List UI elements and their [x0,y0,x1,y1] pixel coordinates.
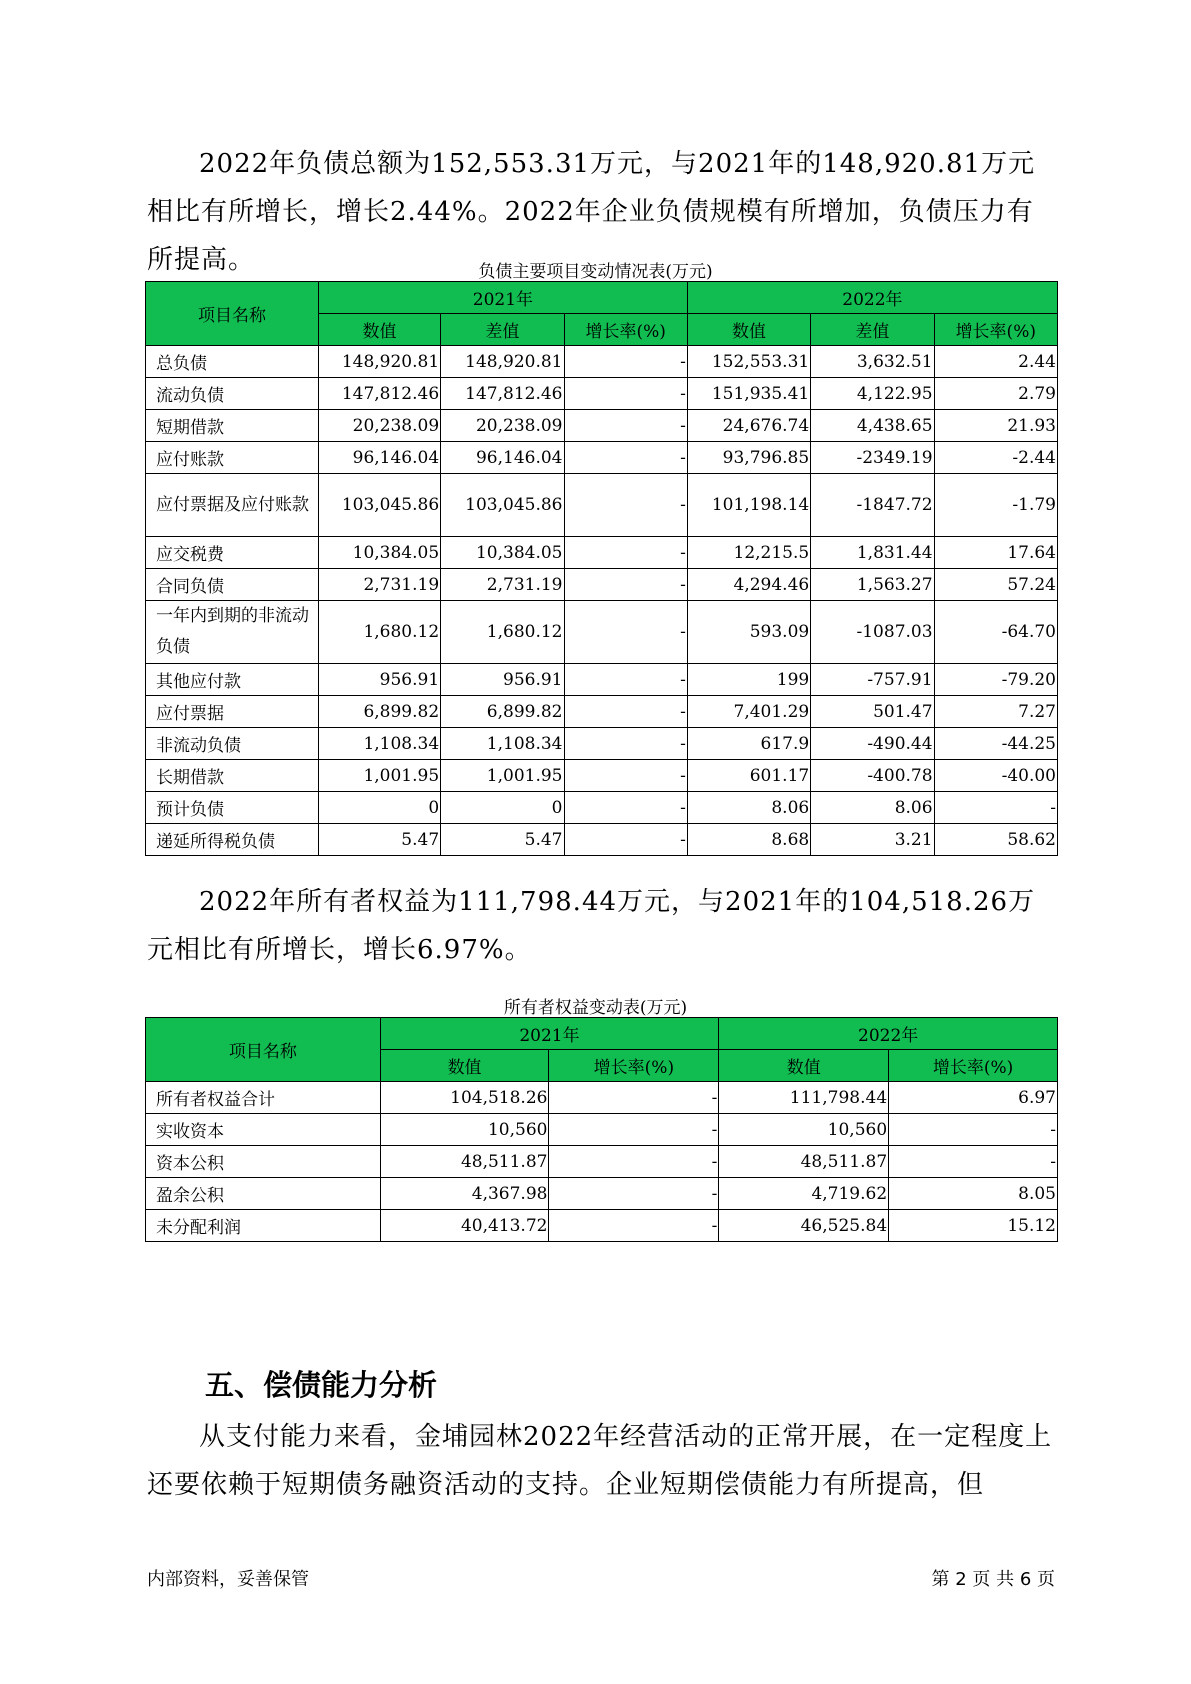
table-row [146,664,1058,696]
value-cell: 48,511.87 [380,1146,549,1178]
table-row [146,1114,1058,1146]
value-cell: -44.25 [934,728,1057,760]
row-label-cell: 应交税费 [146,537,319,569]
value-cell: - [564,410,687,442]
value-cell: - [564,569,687,601]
value-cell: 148,920.81 [318,346,440,378]
row-label-cell: 短期借款 [146,410,319,442]
value-cell: -40.00 [934,760,1057,792]
value-cell: - [564,474,687,537]
value-cell: 10,384.05 [441,537,564,569]
value-cell: - [564,537,687,569]
value-cell: 4,122.95 [811,378,934,410]
value-cell: 2,731.19 [318,569,440,601]
column-header-year-2022: 2022年 [687,282,1057,314]
table-row [146,1210,1058,1242]
value-cell: 1,563.27 [811,569,934,601]
value-cell: -79.20 [934,664,1057,696]
row-label-cell: 盈余公积 [146,1178,381,1210]
equity-table-caption: 所有者权益变动表(万元) [503,998,688,1018]
value-cell: 7,401.29 [687,696,810,728]
value-cell: 3,632.51 [811,346,934,378]
value-cell: - [564,601,687,664]
liability-table [145,281,1058,856]
value-cell: -490.44 [811,728,934,760]
value-cell: 1,108.34 [318,728,440,760]
value-cell: 2,731.19 [441,569,564,601]
value-cell: 8.05 [889,1178,1058,1210]
value-cell: - [549,1178,719,1210]
value-cell: 7.27 [934,696,1057,728]
value-cell: 1,001.95 [441,760,564,792]
value-cell: - [549,1114,719,1146]
value-cell: 10,560 [380,1114,549,1146]
value-cell: 4,438.65 [811,410,934,442]
table-row [146,728,1058,760]
row-label-cell: 应付账款 [146,442,319,474]
value-cell: 57.24 [934,569,1057,601]
row-label-cell: 应付票据及应付账款 [146,474,319,537]
table-row [146,410,1058,442]
value-cell: 40,413.72 [380,1210,549,1242]
table-row [146,1178,1058,1210]
value-cell: - [889,1146,1058,1178]
value-cell: - [549,1146,719,1178]
table-row [146,537,1058,569]
row-label-cell: 所有者权益合计 [146,1082,381,1114]
value-cell: 15.12 [889,1210,1058,1242]
value-cell: 8.06 [811,792,934,824]
column-header-2021-difference: 差值 [441,314,564,346]
value-cell: 103,045.86 [441,474,564,537]
table-row [146,1082,1058,1114]
value-cell: -2349.19 [811,442,934,474]
value-cell: 4,294.46 [687,569,810,601]
footer-page-number: 第 2 页 共 6 页 [931,1569,1055,1590]
value-cell: 104,518.26 [380,1082,549,1114]
table-row [146,442,1058,474]
table-row [146,601,1058,664]
value-cell: 4,367.98 [380,1178,549,1210]
value-cell: 8.06 [687,792,810,824]
value-cell: 199 [687,664,810,696]
value-cell: -1847.72 [811,474,934,537]
value-cell: - [564,442,687,474]
row-label-cell: 资本公积 [146,1146,381,1178]
value-cell: - [564,378,687,410]
value-cell: 5.47 [318,824,440,856]
table-row [146,346,1058,378]
liability-summary-paragraph: 2022年负债总额为152,553.31万元，与2021年的148,920.81万元相比有所增长，增长2.44%。2022年企业负债规模有所增加，负债压力有所提高。 [147,149,1036,275]
column-header-2021-value: 数值 [318,314,440,346]
column-header-2022-difference: 差值 [811,314,934,346]
value-cell: 1,831.44 [811,537,934,569]
value-cell: -2.44 [934,442,1057,474]
value-cell: 6,899.82 [318,696,440,728]
value-cell: 10,560 [719,1114,889,1146]
table-row [146,378,1058,410]
value-cell: 1,108.34 [441,728,564,760]
value-cell: 20,238.09 [318,410,440,442]
table-row [146,1146,1058,1178]
row-label-cell: 预计负债 [146,792,319,824]
row-label-cell: 非流动负债 [146,728,319,760]
value-cell: 24,676.74 [687,410,810,442]
row-label-cell: 实收资本 [146,1114,381,1146]
value-cell: -1087.03 [811,601,934,664]
column-header-2022-value: 数值 [719,1050,889,1082]
column-header-2021-growth-rate: 增长率(%) [549,1050,719,1082]
table-row [146,824,1058,856]
value-cell: 93,796.85 [687,442,810,474]
value-cell: 4,719.62 [719,1178,889,1210]
footer-confidential-note: 内部资料，妥善保管 [147,1569,309,1590]
value-cell: -1.79 [934,474,1057,537]
value-cell: 147,812.46 [441,378,564,410]
table-row [146,760,1058,792]
row-label-cell: 其他应付款 [146,664,319,696]
column-header-item-name: 项目名称 [146,282,319,346]
value-cell: - [934,792,1057,824]
value-cell: 956.91 [318,664,440,696]
value-cell: - [549,1210,719,1242]
row-label-cell: 总负债 [146,346,319,378]
table-row [146,474,1058,537]
value-cell: 3.21 [811,824,934,856]
table-row [146,569,1058,601]
value-cell: - [564,728,687,760]
value-cell: 0 [441,792,564,824]
row-label-cell: 应付票据 [146,696,319,728]
value-cell: 111,798.44 [719,1082,889,1114]
value-cell: 956.91 [441,664,564,696]
value-cell: 2.44 [934,346,1057,378]
value-cell: 101,198.14 [687,474,810,537]
value-cell: - [549,1082,719,1114]
row-label-cell: 长期借款 [146,760,319,792]
equity-table [145,1017,1058,1242]
row-label-cell: 递延所得税负债 [146,824,319,856]
value-cell: - [564,346,687,378]
value-cell: 96,146.04 [441,442,564,474]
value-cell: 17.64 [934,537,1057,569]
value-cell: 1,680.12 [441,601,564,664]
value-cell: 0 [318,792,440,824]
value-cell: 48,511.87 [719,1146,889,1178]
value-cell: 1,680.12 [318,601,440,664]
column-header-2021-growth-rate: 增长率(%) [564,314,687,346]
value-cell: 148,920.81 [441,346,564,378]
value-cell: - [889,1114,1058,1146]
value-cell: -757.91 [811,664,934,696]
value-cell: - [564,824,687,856]
column-header-item-name: 项目名称 [146,1018,381,1082]
value-cell: - [564,696,687,728]
column-header-2021-value: 数值 [380,1050,549,1082]
value-cell: 593.09 [687,601,810,664]
section-heading: 五、偿债能力分析 [205,1368,438,1402]
value-cell: 1,001.95 [318,760,440,792]
value-cell: 58.62 [934,824,1057,856]
value-cell: 103,045.86 [318,474,440,537]
table-row [146,792,1058,824]
liability-table-caption: 负债主要项目变动情况表(万元) [478,262,713,282]
value-cell: 10,384.05 [318,537,440,569]
solvency-paragraph: 从支付能力来看，金埔园林2022年经营活动的正常开展，在一定程度上还要依赖于短期债务融资活动的支持。企业短期偿债能力有所提高，但 [147,1422,1053,1500]
value-cell: 96,146.04 [318,442,440,474]
value-cell: 46,525.84 [719,1210,889,1242]
value-cell: 8.68 [687,824,810,856]
row-label-cell: 未分配利润 [146,1210,381,1242]
equity-summary-paragraph: 2022年所有者权益为111,798.44万元，与2021年的104,518.26万元相比有所增长，增长6.97%。 [147,887,1036,965]
column-header-year-2022: 2022年 [719,1018,1058,1050]
column-header-2022-growth-rate: 增长率(%) [889,1050,1058,1082]
value-cell: 501.47 [811,696,934,728]
value-cell: -64.70 [934,601,1057,664]
column-header-year-2021: 2021年 [380,1018,719,1050]
value-cell: 20,238.09 [441,410,564,442]
value-cell: 2.79 [934,378,1057,410]
column-header-year-2021: 2021年 [318,282,687,314]
value-cell: - [564,792,687,824]
value-cell: 5.47 [441,824,564,856]
row-label-cell: 一年内到期的非流动负债 [146,601,319,664]
row-label-cell: 流动负债 [146,378,319,410]
table-row [146,696,1058,728]
value-cell: 21.93 [934,410,1057,442]
value-cell: 152,553.31 [687,346,810,378]
value-cell: -400.78 [811,760,934,792]
value-cell: 6,899.82 [441,696,564,728]
value-cell: 601.17 [687,760,810,792]
value-cell: 12,215.5 [687,537,810,569]
value-cell: 147,812.46 [318,378,440,410]
column-header-2022-growth-rate: 增长率(%) [934,314,1057,346]
value-cell: - [564,760,687,792]
row-label-cell: 合同负债 [146,569,319,601]
value-cell: 151,935.41 [687,378,810,410]
column-header-2022-value: 数值 [687,314,810,346]
value-cell: - [564,664,687,696]
value-cell: 617.9 [687,728,810,760]
value-cell: 6.97 [889,1082,1058,1114]
